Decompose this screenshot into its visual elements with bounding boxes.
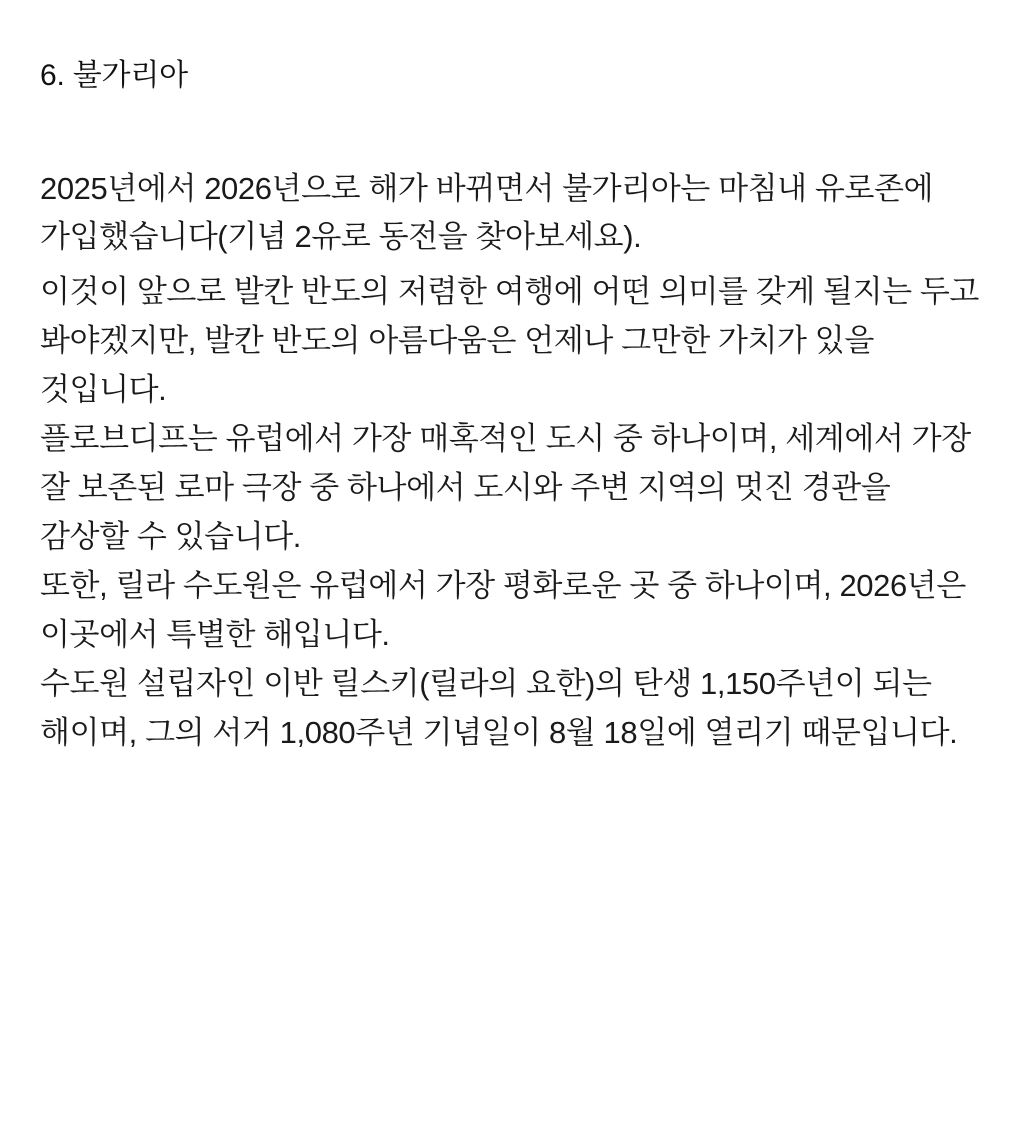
paragraph-2: 이것이 앞으로 발칸 반도의 저렴한 여행에 어떤 의미를 갖게 될지는 두고 봐야겠지만, 발칸 반도의 아름다움은 언제나 그만한 가치가 있을 것입니다. — [40, 274, 979, 408]
paragraph-4: 또한, 릴라 수도원은 유럽에서 가장 평화로운 곳 중 하나이며, 2026년은 이곳에서 특별한 해입니다. — [40, 568, 966, 653]
page-title: 6. 불가리아 — [40, 59, 188, 92]
document-body — [40, 165, 984, 759]
paragraph-5: 수도원 설립자인 이반 릴스키(릴라의 요한)의 탄생 1,150주년이 되는 해이며, 그의 서거 1,080주년 기념일이 8월 18일에 열리기 때문입니다. — [40, 666, 958, 751]
paragraph-1: 2025년에서 2026년으로 해가 바뀌면서 불가리아는 마침내 유로존에 가입했습니다(기념 2유로 동전을 찾아보세요). — [40, 170, 934, 255]
paragraph-3: 플로브디프는 유럽에서 가장 매혹적인 도시 중 하나이며, 세계에서 가장 잘 보존된 로마 극장 중 하나에서 도시와 주변 지역의 멋진 경관을 감상할 수 있습니다. — [40, 421, 971, 555]
